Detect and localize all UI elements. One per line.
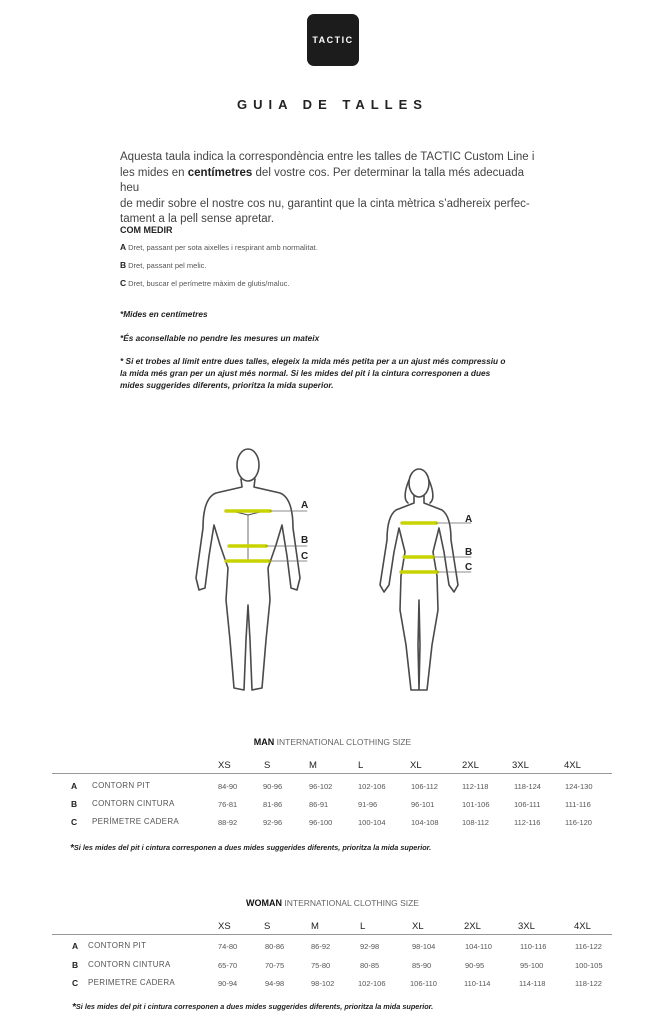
- woman-table-title: WOMAN INTERNATIONAL CLOTHING SIZE: [246, 898, 419, 908]
- note-self-measure: *És aconsellable no pendre les mesures un mateix: [120, 333, 320, 343]
- size-l: L: [358, 760, 364, 771]
- size-m: M: [309, 760, 317, 771]
- how-to-measure-title: COM MEDIR: [120, 225, 173, 235]
- step-a: A Dret, passant per sota aixelles i respirant amb normalitat.: [120, 242, 318, 252]
- intro-line: les mides en centímetres del vostre cos. Per determinar la talla més adecuada heu: [120, 166, 524, 194]
- size-l: L: [360, 921, 366, 932]
- man-figure: [196, 449, 300, 690]
- woman-label-b: B: [465, 547, 473, 558]
- step-b: B Dret, passant pel melic.: [120, 260, 207, 270]
- size-4xl: 4XL: [564, 760, 581, 771]
- woman-table-divider: [52, 934, 612, 935]
- size-3xl: 3XL: [512, 760, 529, 771]
- size-m: M: [311, 921, 319, 932]
- man-footnote: *Si les mides del pit i cintura corresponen a dues mides suggerides diferents, prioritza la mida superior.: [70, 843, 432, 854]
- woman-label-c: C: [465, 562, 473, 573]
- woman-label-a: A: [465, 514, 473, 525]
- note-between-sizes: * Si et trobes al límit entre dues talles, elegeix la mida més petita per a un ajust més compressiu o la mida més gran per un ajust més normal. Si les mides del pit i la cintura corresponen a dues mides suggerides diferents, prioritza la mida superior.: [120, 356, 506, 390]
- woman-figure: [380, 469, 458, 690]
- size-4xl: 4XL: [574, 921, 591, 932]
- man-label-b: B: [301, 535, 309, 546]
- size-2xl: 2XL: [464, 921, 481, 932]
- size-xs: XS: [218, 921, 231, 932]
- size-3xl: 3XL: [518, 921, 535, 932]
- intro-line: de medir sobre el nostre cos nu, garantint que la cinta mètrica s’adhereix perfec-: [120, 197, 530, 210]
- man-table-title: MAN INTERNATIONAL CLOTHING SIZE: [253, 737, 412, 747]
- man-label-a: A: [301, 500, 309, 511]
- woman-measure-lines: [401, 523, 471, 572]
- woman-footnote: *Si les mides del pit i cintura corresponen a dues mides suggerides diferents, prioritza la mida superior.: [72, 1002, 434, 1013]
- size-xl: XL: [410, 760, 422, 771]
- intro-line: tament a la pell sense apretar.: [120, 213, 275, 225]
- note-centimetres: *Mides en centímetres: [120, 309, 208, 319]
- tactic-logo: TACTIC: [307, 14, 359, 66]
- size-s: S: [264, 921, 271, 932]
- size-2xl: 2XL: [462, 760, 479, 771]
- man-label-c: C: [301, 551, 309, 562]
- step-c: C Dret, buscar el perímetre màxim de glutis/maluc.: [120, 278, 290, 288]
- page-title: GUIA DE TALLES: [237, 97, 428, 112]
- size-xs: XS: [218, 760, 231, 771]
- size-xl: XL: [412, 921, 424, 932]
- man-table-divider: [52, 773, 612, 774]
- size-s: S: [264, 760, 271, 771]
- intro-line: Aquesta taula indica la correspondència entre les talles de TACTIC Custom Line i: [120, 151, 535, 163]
